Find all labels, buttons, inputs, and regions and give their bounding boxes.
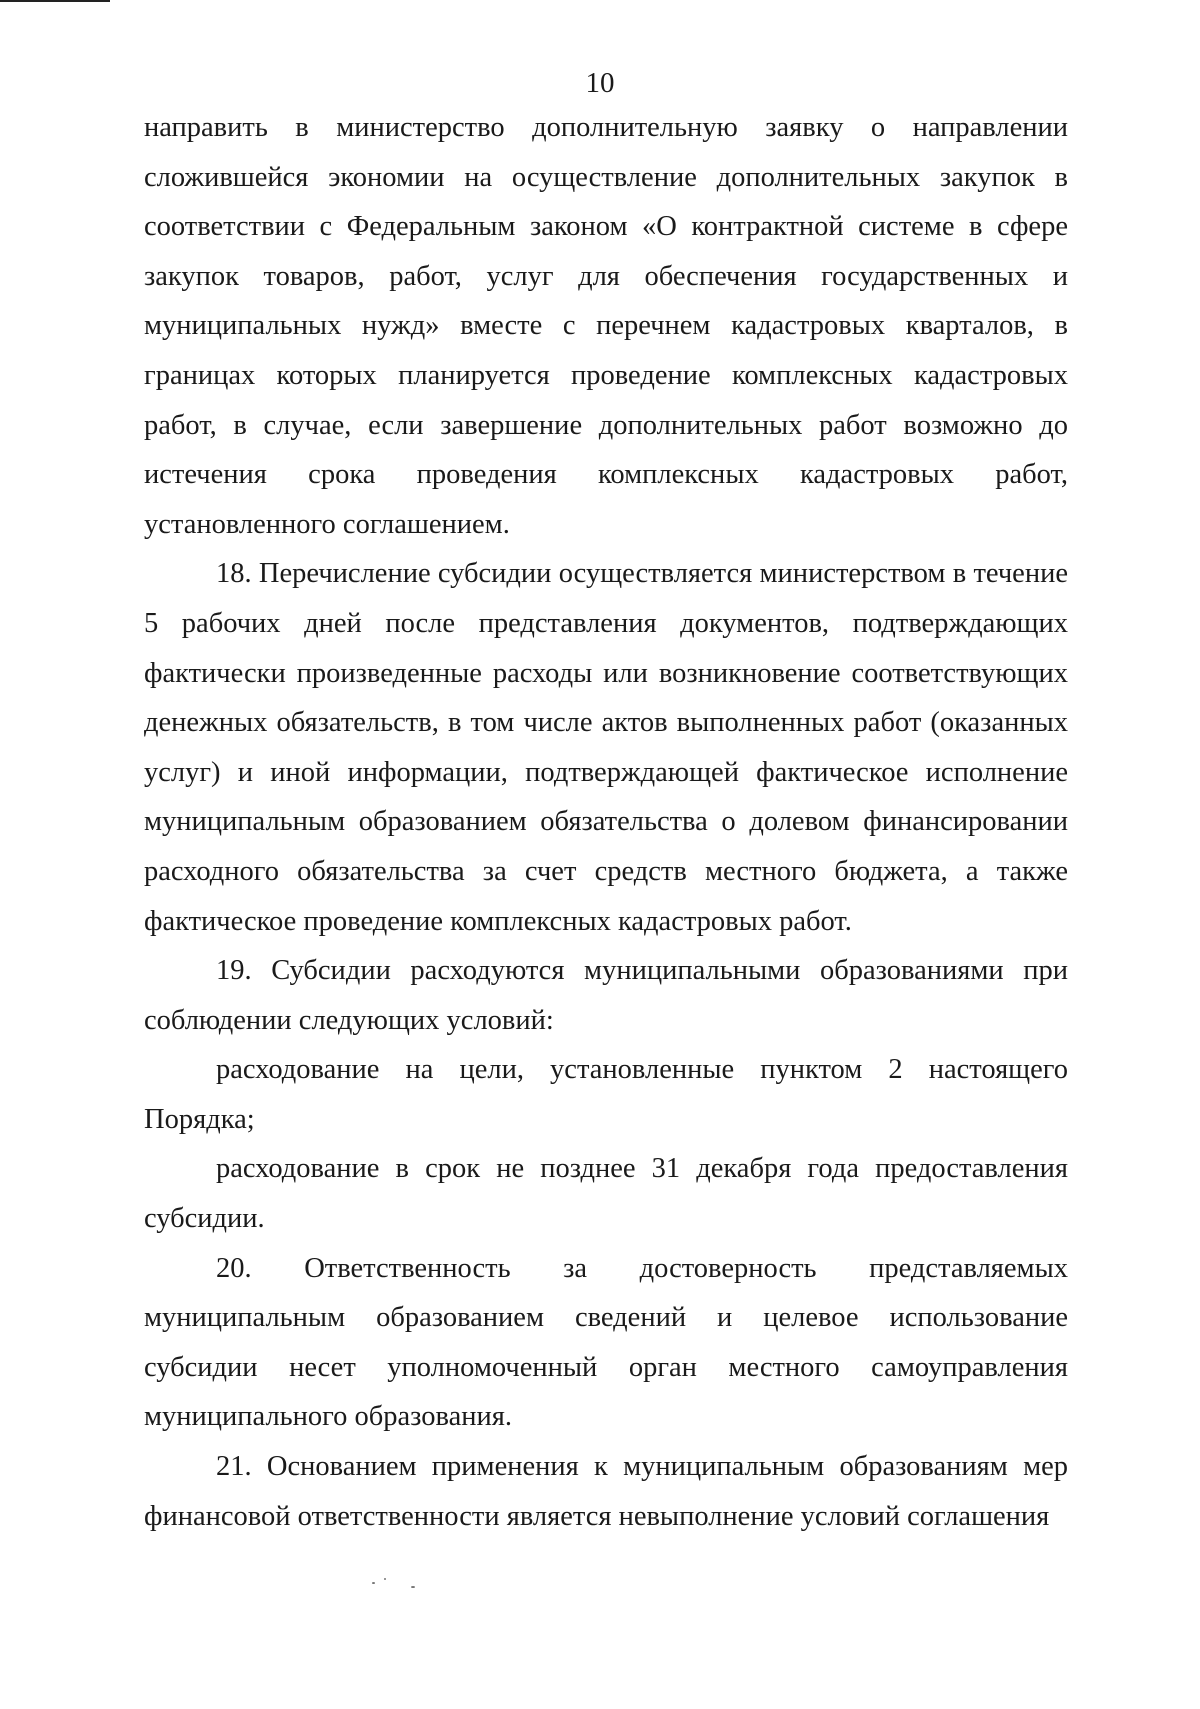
scan-speck	[411, 1586, 415, 1588]
paragraph-21: 21. Основанием применения к муниципальным образованиям мер финансовой ответственности является невыполнение условий соглашения	[144, 1451, 1068, 1532]
paragraph-17-continuation: направить в министерство дополнительную заявку о направлении сложившейся экономии на осуществление дополнительных закупок в соответствии с Федеральным законом «О контрактной системе в сфере закупок товаров, работ, услуг для обеспечения государственных и муниципальных нужд» вместе с перечнем кадастровых кварталов, в границах которых планируется проведение комплексных кадастровых работ, в случае, если завершение дополнительных работ возможно до истечения срока проведения комплексных кадастровых работ, установленного соглашением.	[144, 112, 1068, 540]
paragraph-19-condition-1: расходование на цели, установленные пунктом 2 настоящего Порядка;	[144, 1054, 1068, 1135]
scan-corner-mark	[0, 0, 110, 2]
paragraph-18: 18. Перечисление субсидии осуществляется министерством в течение 5 рабочих дней после представления документов, подтверждающих фактически произведенные расходы или возникновение соответствующих денежных обязательств, в том числе актов выполненных работ (оказанных услуг) и иной информации, подтверждающей фактическое исполнение муниципальным образованием обязательства о долевом финансировании расходного обязательства за счет средств местного бюджета, а также фактическое проведение комплексных кадастровых работ.	[144, 558, 1068, 937]
page-number: 10	[585, 67, 615, 99]
paragraph-19: 19. Субсидии расходуются муниципальными образованиями при соблюдении следующих условий:	[144, 955, 1068, 1036]
scan-speck	[384, 1578, 386, 1580]
paragraph-20: 20. Ответственность за достоверность представляемых муниципальным образованием сведений и целевое использование субсидии несет уполномоченный орган местного самоуправления муниципального образования.	[144, 1252, 1068, 1433]
scan-speck	[372, 1582, 375, 1584]
document-body	[144, 103, 1068, 1541]
paragraph-19-condition-2: расходование в срок не позднее 31 декабря года предоставления субсидии.	[144, 1153, 1068, 1235]
